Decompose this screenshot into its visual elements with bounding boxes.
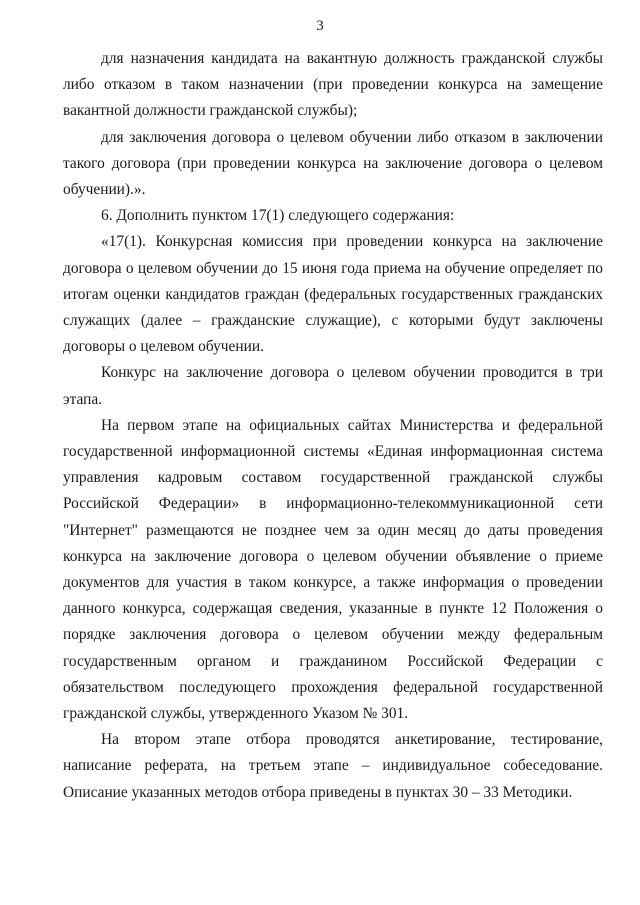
document-body (63, 46, 603, 806)
paragraph-three-stages: Конкурс на заключение договора о целевом обучении проводится в три этапа. (63, 364, 603, 408)
paragraph-second-third-stage: На втором этапе отбора проводятся анкетирование, тестирование, написание реферата, на третьем этапе – индивидуальное собеседование. Описание указанных методов отбора приведены в пунктах 30 – 33 Методики. (63, 731, 603, 801)
paragraph-first-stage: На первом этапе на официальных сайтах Министерства и федеральной государственной информационной системы «Единая информационная система управления кадровым составом государственной гражданской службы Российской Федерации» в информационно-телекоммуникационной сети "Интернет" размещаются не позднее чем за один месяц до даты проведения конкурса на заключение договора о целевом обучении объявление о приеме документов для участия в таком конкурсе, а также информация о проведении данного конкурса, содержащая сведения, указанные в пункте 12 Положения о порядке заключения договора о целевом обучении между федеральным государственным органом и гражданином Российской Федерации с обязательством последующего прохождения федеральной государственной гражданской службы, утвержденного Указом № 301. (63, 416, 603, 723)
page-number: 3 (316, 18, 324, 34)
paragraph-contract: для заключения договора о целевом обучении либо отказом в заключении такого договора (при проведении конкурса на заключение договора о целевом обучении).». (63, 128, 603, 199)
paragraph-appointment: для назначения кандидата на вакантную должность гражданской службы либо отказом в таком назначении (при проведении конкурса на замещение вакантной должности гражданской службы); (63, 50, 603, 120)
paragraph-amendment-6: 6. Дополнить пунктом 17(1) следующего содержания: (101, 207, 455, 225)
paragraph-clause-17-1: «17(1). Конкурсная комиссия при проведении конкурса на заключение договора о целевом обучении до 15 июня года приема на обучение определяет по итогам оценки кандидатов граждан (федеральных государственных гражданских служащих (далее – гражданские служащие), с которыми будут заключены договоры о целевом обучении. (63, 233, 603, 356)
